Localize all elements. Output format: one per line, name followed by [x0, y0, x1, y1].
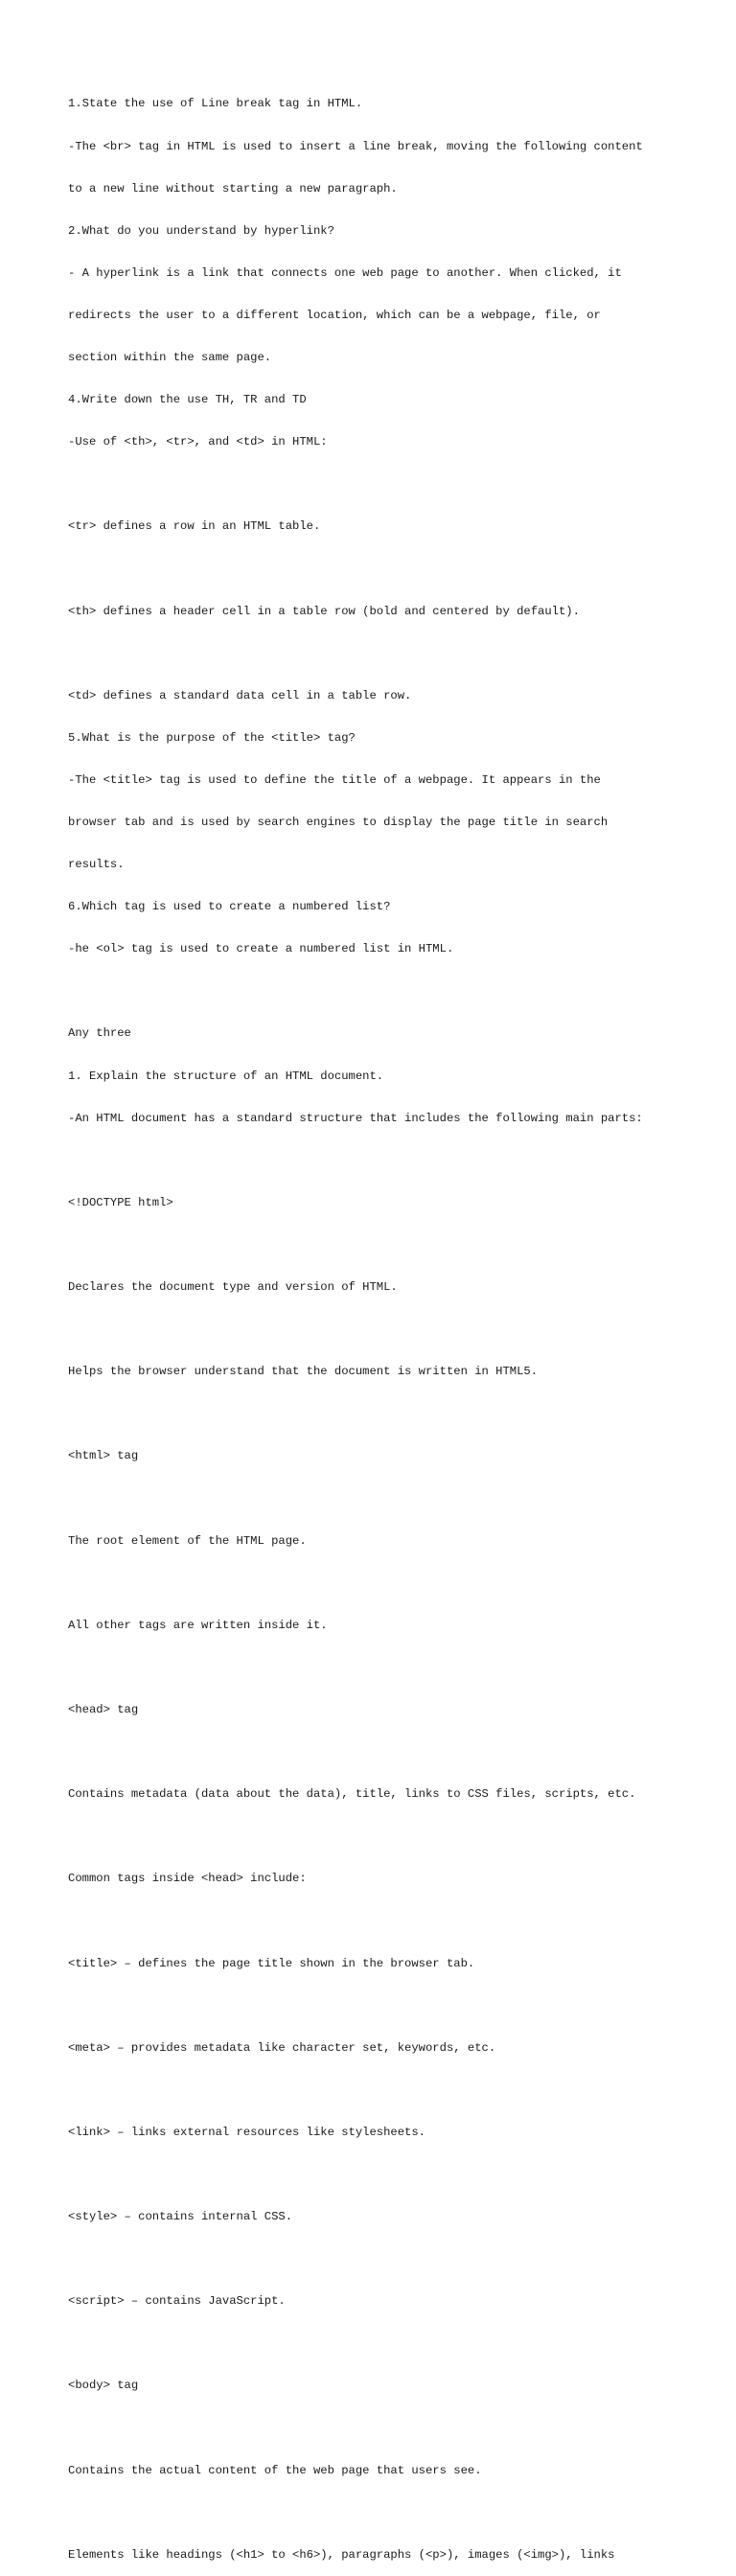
text-line: <tr> defines a row in an HTML table.: [68, 519, 321, 534]
text-line: 6.Which tag is used to create a numbered list?: [68, 900, 391, 914]
text-line: [68, 2252, 720, 2266]
text-line: results.: [68, 858, 125, 872]
text-line: <title> – defines the page title shown in the browser tab.: [68, 1956, 475, 1970]
text-line: [68, 2168, 720, 2182]
text-line: [68, 2422, 720, 2436]
text-line: -The <title> tag is used to define the title of a webpage. It appears in the: [68, 772, 601, 787]
text-line: <html> tag: [68, 1449, 139, 1463]
text-line: [68, 1154, 720, 1168]
text-line: [68, 2083, 720, 2098]
text-line: [68, 1661, 720, 1675]
text-line: browser tab and is used by search engines to display the page title in search: [68, 816, 609, 829]
text-line: Elements like headings (<h1> to <h6>), paragraphs (<p>), images (<img>), links: [68, 2547, 615, 2562]
text-line: [68, 984, 720, 999]
text-line: [68, 477, 720, 492]
text-line: <meta> – provides metadata like character set, keywords, etc.: [68, 2040, 496, 2055]
text-line: -An HTML document has a standard structure that includes the following main parts:: [68, 1111, 643, 1125]
text-line: <style> – contains internal CSS.: [68, 2210, 293, 2224]
text-line: Common tags inside <head> include:: [68, 1872, 307, 1886]
text-line: 4.Write down the use TH, TR and TD: [68, 393, 307, 407]
text-line: -he <ol> tag is used to create a numbered list in HTML.: [68, 942, 454, 956]
text-line: [68, 1322, 720, 1337]
text-line: The root element of the HTML page.: [68, 1533, 307, 1548]
text-line: section within the same page.: [68, 350, 272, 364]
text-line: 1.State the use of Line break tag in HTML.: [68, 97, 363, 111]
text-line: <td> defines a standard data cell in a table row.: [68, 688, 412, 702]
text-line: to a new line without starting a new paragraph.: [68, 181, 398, 196]
text-line: - A hyperlink is a link that connects one web page to another. When clicked, it: [68, 265, 622, 280]
text-line: [68, 647, 720, 661]
text-line: [68, 1829, 720, 1844]
text-line: [68, 1745, 720, 1760]
text-line: <script> – contains JavaScript.: [68, 2294, 286, 2309]
text-line: [68, 1999, 720, 2013]
text-line: Contains metadata (data about the data), title, links to CSS files, scripts, etc.: [68, 1787, 636, 1802]
text-line: Helps the browser understand that the document is written in HTML5.: [68, 1365, 539, 1379]
text-line: <th> defines a header cell in a table row (bold and centered by default).: [68, 604, 580, 618]
text-line: -Use of <th>, <tr>, and <td> in HTML:: [68, 435, 328, 449]
text-line: All other tags are written inside it.: [68, 1618, 328, 1632]
text-line: <link> – links external resources like stylesheets.: [68, 2125, 426, 2139]
text-line: [68, 1492, 720, 1506]
text-line: redirects the user to a different location, which can be a webpage, file, or: [68, 308, 601, 322]
text-line: 1. Explain the structure of an HTML document.: [68, 1069, 384, 1083]
text-line: [68, 1238, 720, 1253]
text-line: [68, 2336, 720, 2351]
text-line: [68, 1914, 720, 1928]
text-line: [68, 562, 720, 576]
text-line: 5.What is the purpose of the <title> tag?: [68, 730, 356, 745]
text-line: [68, 1576, 720, 1591]
text-line: Any three: [68, 1026, 131, 1041]
text-line: <head> tag: [68, 1702, 139, 1716]
text-line: 2.What do you understand by hyperlink?: [68, 223, 334, 238]
text-line: <body> tag: [68, 2379, 139, 2393]
text-line: <!DOCTYPE html>: [68, 1195, 173, 1209]
text-line: [68, 1407, 720, 1421]
text-line: [68, 2506, 720, 2520]
text-line: Contains the actual content of the web page that users see.: [68, 2463, 482, 2477]
text-line: Declares the document type and version of HTML.: [68, 1280, 398, 1295]
text-line: -The <br> tag in HTML is used to insert a line break, moving the following content: [68, 139, 643, 153]
document-page: [68, 69, 720, 2576]
